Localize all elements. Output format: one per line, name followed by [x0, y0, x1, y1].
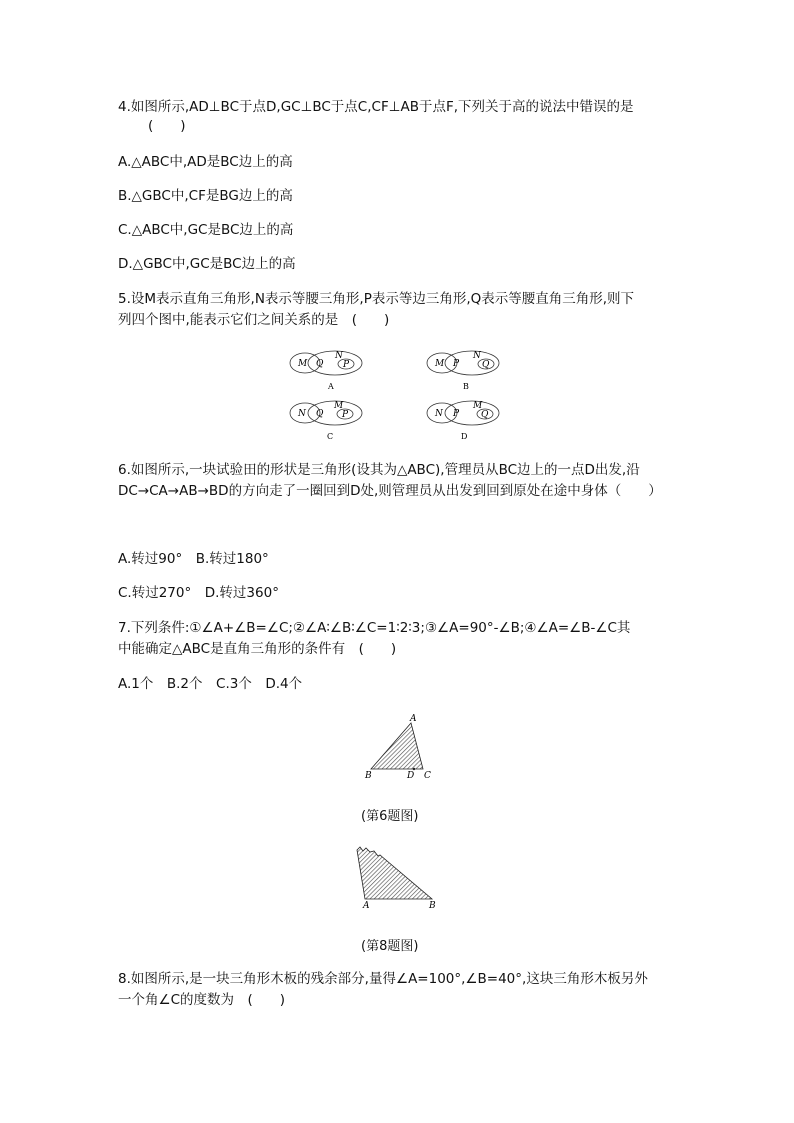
venn-d-caption: D	[461, 432, 468, 441]
fig8-caption: (第8题图)	[361, 939, 419, 954]
figure-q6-triangle	[362, 712, 442, 782]
q4-option-a: A.△ABC中,AD是BC边上的高	[118, 154, 293, 170]
venn-c-left-label: N	[298, 409, 306, 419]
fig6-vertex-a: A	[410, 714, 417, 724]
venn-a-caption: A	[328, 382, 334, 391]
venn-d-overlap-label: P	[453, 409, 460, 419]
fig8-vertex-a: A	[363, 901, 370, 911]
q4-answer-paren: ( )	[148, 118, 186, 134]
venn-c-outer-label: M	[334, 401, 344, 411]
venn-diagram-a	[288, 349, 368, 391]
q4-option-d: D.△GBC中,GC是BC边上的高	[118, 256, 296, 272]
venn-b-caption: B	[463, 382, 469, 391]
venn-a-outer-label: N	[335, 351, 343, 361]
venn-d-left-label: N	[435, 409, 443, 419]
venn-c-inner-label: P	[342, 410, 349, 420]
q5-stem-line2: 列四个图中,能表示它们之间关系的是 ( )	[118, 312, 390, 328]
q6-stem-line1: 6.如图所示,一块试验田的形状是三角形(设其为△ABC),管理员从BC边上的一点D出发,沿	[118, 462, 640, 478]
q7-options: A.1个 B.2个 C.3个 D.4个	[118, 676, 303, 692]
fig6-vertex-b: B	[365, 771, 372, 781]
venn-d-outer-label: M	[473, 401, 483, 411]
venn-b-left-label: M	[435, 359, 445, 369]
q4-option-b: B.△GBC中,CF是BG边上的高	[118, 188, 293, 204]
venn-b-outer-label: N	[473, 351, 481, 361]
venn-c-caption: C	[327, 432, 334, 441]
fig6-vertex-c: C	[424, 771, 431, 781]
q4-option-c: C.△ABC中,GC是BC边上的高	[118, 222, 294, 238]
q8-stem-line2: 一个角∠C的度数为 ( )	[118, 992, 286, 1008]
figure-q8-broken-triangle	[350, 842, 450, 914]
q5-stem-line1: 5.设M表示直角三角形,N表示等腰三角形,P表示等边三角形,Q表示等腰直角三角形,则下	[118, 291, 635, 307]
venn-d-inner-label: Q	[481, 410, 489, 420]
venn-diagram-c	[288, 399, 368, 441]
q6-stem-line2: DC→CA→AB→BD的方向走了一圈回到D处,则管理员从出发到回到原处在途中身体（ ）	[118, 483, 662, 499]
venn-b-inner-label: Q	[482, 360, 490, 370]
venn-b-overlap-label: P	[453, 359, 460, 369]
q8-stem-line1: 8.如图所示,是一块三角形木板的残余部分,量得∠A=100°,∠B=40°,这块三角形木板另外	[118, 971, 648, 987]
fig6-caption: (第6题图)	[361, 809, 419, 824]
venn-a-inner-label: P	[343, 360, 350, 370]
q6-options-row2: C.转过270° D.转过360°	[118, 585, 279, 601]
fig6-point-d: D	[407, 771, 415, 781]
venn-diagram-d	[425, 399, 505, 441]
venn-a-left-label: M	[298, 359, 308, 369]
fig8-vertex-b: B	[429, 901, 436, 911]
venn-diagram-b	[425, 349, 505, 391]
q7-stem-line1: 7.下列条件:①∠A+∠B=∠C;②∠A∶∠B∶∠C=1∶2∶3;③∠A=90°-∠B;④∠A=∠B-∠C其	[118, 620, 631, 636]
q4-stem: 4.如图所示,AD⊥BC于点D,GC⊥BC于点C,CF⊥AB于点F,下列关于高的说法中错误的是	[118, 99, 634, 115]
q6-options-row1: A.转过90° B.转过180°	[118, 551, 269, 567]
q7-stem-line2: 中能确定△ABC是直角三角形的条件有 ( )	[118, 641, 397, 657]
venn-c-overlap-label: Q	[316, 409, 324, 419]
venn-a-overlap-label: Q	[316, 359, 324, 369]
